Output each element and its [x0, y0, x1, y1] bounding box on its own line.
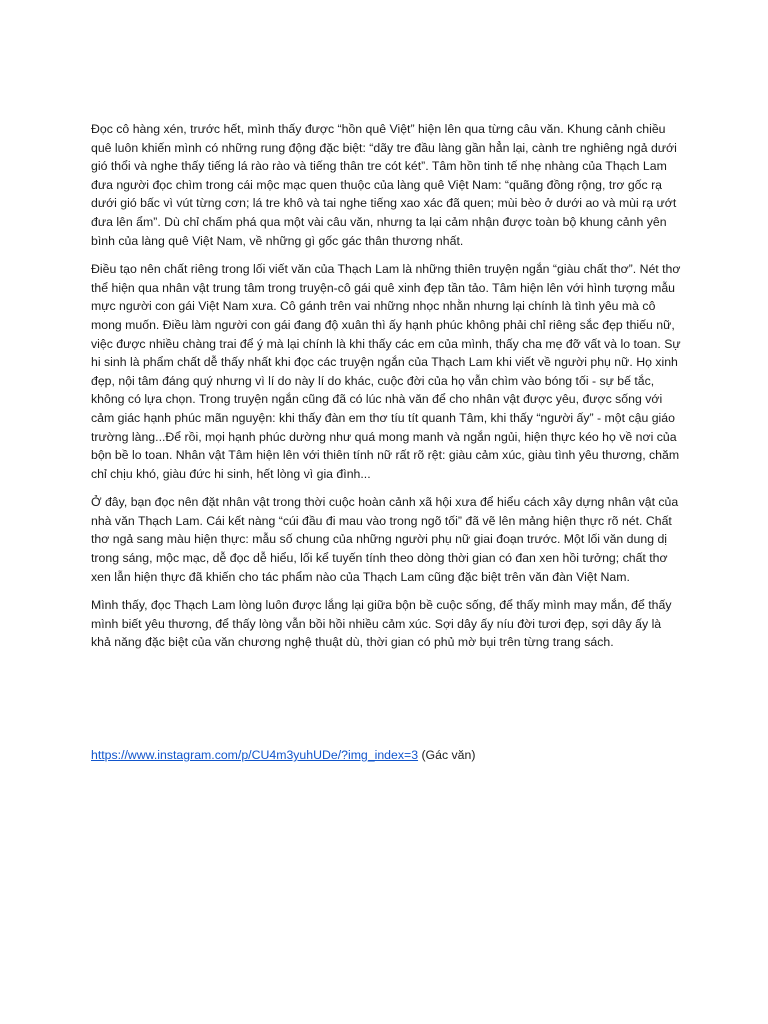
- paragraph-1: Đọc cô hàng xén, trước hết, mình thấy được “hồn quê Việt” hiện lên qua từng câu văn. Khung cảnh chiều quê luôn khiến mình có những rung động đặc biệt: “dãy tre đầu làng gần hẳn lại, cành tre nghiêng ngả dưới gió thổi và nghe thấy tiếng lá rào rào và tiếng thân tre cót két”. Tâm hồn tinh tế nhẹ nhàng của Thạch Lam đưa người đọc chìm trong cái mộc mạc quen thuộc của làng quê Việt Nam: “quãng đồng rộng, trơ gốc rạ dưới gió bấc vì vút từng cơn; lá tre khô và tai nghe tiếng xao xác đã quen; mùi bèo ở dưới ao và mùi rạ ướt đưa lên ẩm”. Dù chỉ chấm phá qua một vài câu văn, nhưng ta lại cảm nhận được toàn bộ khung cảnh yên bình của làng quê Việt Nam, về những gì gốc gác thân thương nhất.: [91, 122, 677, 248]
- paragraph-4: Mình thấy, đọc Thạch Lam lòng luôn được lắng lại giữa bộn bề cuộc sống, để thấy mình may mắn, để thấy mình biết yêu thương, để thấy lòng vẫn bồi hồi nhiều cảm xúc. Sợi dây ấy níu đời tươi đẹp, sợi dây ấy là khả năng đặc biệt của văn chương nghệ thuật dù, thời gian có phủ mờ bụi trên từng trang sách.: [91, 598, 672, 650]
- paragraph-3: Ở đây, bạn đọc nên đặt nhân vật trong thời cuộc hoàn cảnh xã hội xưa để hiểu cách xây dựng nhân vật của nhà văn Thạch Lam. Cái kết nàng “cúi đầu đi mau vào trong ngõ tối” đã vẽ lên mảng hiện thực rõ nét. Chất thơ ngả sang màu hiện thực: mẫu số chung của những người phụ nữ giai đoạn trước. Một lối văn dung dị trong sáng, mộc mạc, dễ đọc dễ hiểu, lối kể tuyến tính theo dòng thời gian có đan xen hồi tưởng; chất thơ xen lẫn hiện thực đã khiến cho tác phẩm nào của Thạch Lam cũng đặc biệt trên văn đàn Việt Nam.: [91, 495, 679, 584]
- source-label: (Gác văn): [418, 748, 476, 762]
- source-link[interactable]: https://www.instagram.com/p/CU4m3yuhUDe/?img_index=3: [91, 748, 419, 762]
- source-line: [91, 746, 475, 765]
- paragraph-2: Điều tạo nên chất riêng trong lối viết văn của Thạch Lam là những thiên truyện ngắn “giàu chất thơ”. Nét thơ thể hiện qua nhân vật trung tâm trong truyện-cô gái quê xinh đẹp tần tảo. Tâm hiện lên với hình tượng mẫu mực người con gái Việt Nam xưa. Cô gánh trên vai những nhọc nhằn nhưng lại chính là tình yêu mà cô mong muốn. Điều làm người con gái đang độ xuân thì ấy hạnh phúc không phải chỉ riêng sắc đẹp thiếu nữ, việc được nhiều chàng trai để ý mà lại chính là khi thấy các em của mình, thấy cha mẹ đỡ vất và lo toan. Sự hi sinh là phẩm chất dễ thấy nhất khi đọc các truyện ngắn của Thạch Lam khi viết về người phụ nữ. Họ xinh đẹp, nội tâm đáng quý nhưng vì lí do này lí do khác, cuộc đời của họ vẫn chìm vào bóng tối - sự bế tắc, không có lựa chọn. Trong truyện ngắn cũng đã có lúc nhà văn để cho nhân vật được yêu, được sống với cảm giác hạnh phúc mãn nguyện: khi thấy đàn em thơ tíu tít quanh Tâm, khi thấy “người ấy” - một cậu giáo trường làng...Để rồi, mọi hạnh phúc dường như quá mong manh và ngắn ngủi, hiện thực kéo họ về nơi của bộn bề lo toan. Nhân vật Tâm hiện lên với thiên tính nữ rất rõ rệt: giàu cảm xúc, giàu tình yêu thương, chăm chỉ chịu khó, giàu đức hi sinh, hết lòng vì gia đình...: [91, 262, 681, 481]
